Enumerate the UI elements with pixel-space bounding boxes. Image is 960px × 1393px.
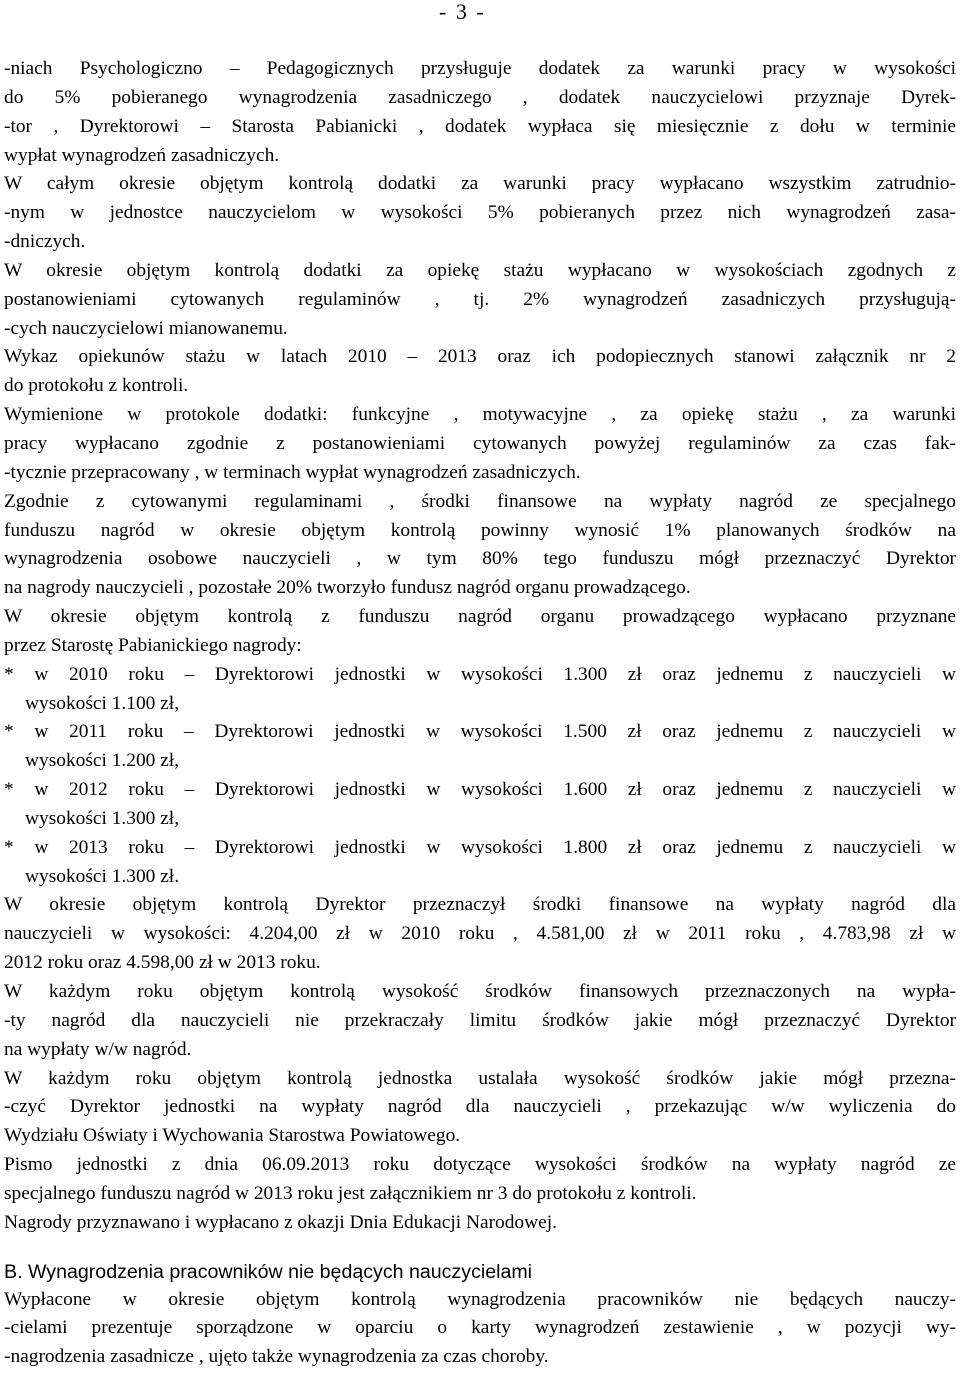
section-heading: B. Wynagrodzenia pracowników nie będących nauczycielami: [4, 1260, 533, 1283]
text-line: Pismo jednostki z dnia 06.09.2013 roku dotyczące wysokości środków na wypłaty nagród ze: [4, 1154, 956, 1176]
text-line: -tycznie przepracowany , w terminach wypłat wynagrodzeń zasadniczych.: [4, 461, 581, 483]
text-line: Zgodnie z cytowanymi regulaminami , środki finansowe na wypłaty nagród ze specjalnego: [4, 490, 956, 512]
text-line: W całym okresie objętym kontrolą dodatki za warunki pracy wypłacano wszystkim zatrudnio-: [4, 173, 956, 195]
text-line: * w 2012 roku – Dyrektorowi jednostki w wysokości 1.600 zł oraz jednemu z nauczycieli w: [4, 779, 956, 801]
text-line: W okresie objętym kontrolą dodatki za opiekę stażu wypłacano w wysokościach zgodnych z: [4, 259, 956, 281]
text-line: 2012 roku oraz 4.598,00 zł w 2013 roku.: [4, 952, 321, 974]
text-line: -dniczych.: [4, 231, 86, 253]
text-line: W każdym roku objętym kontrolą jednostka ustalała wysokość środków jakie mógł przezna-: [4, 1067, 956, 1089]
text-line: wypłat wynagrodzeń zasadniczych.: [4, 144, 280, 166]
text-line: wysokości 1.200 zł,: [25, 750, 180, 772]
text-line: wysokości 1.100 zł,: [25, 692, 180, 714]
text-line: * w 2010 roku – Dyrektorowi jednostki w wysokości 1.300 zł oraz jednemu z nauczycieli w: [4, 663, 956, 685]
text-line: Wykaz opiekunów stażu w latach 2010 – 2013 oraz ich podopiecznych stanowi załącznik nr 2: [4, 346, 956, 368]
text-line: na wypłaty w/w nagród.: [4, 1038, 192, 1060]
text-line: -czyć Dyrektor jednostki na wypłaty nagród dla nauczycieli , przekazując w/w wyliczenia do: [4, 1096, 956, 1118]
text-line: Wypłacone w okresie objętym kontrolą wynagrodzenia pracowników nie będących nauczy-: [4, 1288, 956, 1310]
section-text: [4, 1286, 956, 1373]
text-line: -niach Psychologiczno – Pedagogicznych przysługuje dodatek za warunki pracy w wysokości: [4, 58, 956, 79]
text-line: wysokości 1.300 zł,: [25, 807, 180, 829]
text-line: * w 2011 roku – Dyrektorowi jednostki w wysokości 1.500 zł oraz jednemu z nauczycieli w: [4, 721, 956, 743]
page-number: - 3 -: [439, 0, 486, 24]
text-line: -tor , Dyrektorowi – Starosta Pabianicki , dodatek wypłaca się miesięcznie z dołu w terminie: [4, 115, 956, 137]
text-line: wysokości 1.300 zł.: [25, 865, 180, 887]
text-line: * w 2013 roku – Dyrektorowi jednostki w wysokości 1.800 zł oraz jednemu z nauczycieli w: [4, 836, 956, 858]
text-line: postanowieniami cytowanych regulaminów , tj. 2% wynagrodzeń zasadniczych przysługują-: [4, 288, 956, 310]
text-line: do protokołu z kontroli.: [4, 375, 189, 397]
text-line: Wydziału Oświaty i Wychowania Starostwa Powiatowego.: [4, 1125, 461, 1147]
text-line: funduszu nagród w okresie objętym kontrolą powinny wynosić 1% planowanych środków na: [4, 519, 956, 541]
text-line: -nagrodzenia zasadnicze , ujęto także wynagrodzenia za czas choroby.: [4, 1346, 549, 1368]
text-line: Wymienione w protokole dodatki: funkcyjne , motywacyjne , za opiekę stażu , za warunki: [4, 404, 956, 426]
text-line: -nym w jednostce nauczycielom w wysokości 5% pobieranych przez nich wynagrodzeń zasa-: [4, 202, 956, 224]
text-line: -cych nauczycielowi mianowanemu.: [4, 317, 288, 339]
text-line: do 5% pobieranego wynagrodzenia zasadniczego , dodatek nauczycielowi przyznaje Dyrek-: [4, 86, 956, 108]
text-line: na nagrody nauczycieli , pozostałe 20% tworzyło fundusz nagród organu prowadzącego.: [4, 577, 691, 599]
text-line: specjalnego funduszu nagród w 2013 roku jest załącznikiem nr 3 do protokołu z kontroli.: [4, 1182, 697, 1204]
text-line: nauczycieli w wysokości: 4.204,00 zł w 2010 roku , 4.581,00 zł w 2011 roku , 4.783,98 zł w: [4, 923, 956, 945]
text-line: -cielami prezentuje sporządzone w oparciu o karty wynagrodzeń zestawienie , w pozycji wy-: [4, 1317, 956, 1339]
text-line: W okresie objętym kontrolą z funduszu nagród organu prowadzącego wypłacano przyznane: [4, 606, 956, 628]
text-line: Nagrody przyznawano i wypłacano z okazji Dnia Edukacji Narodowej.: [4, 1211, 557, 1233]
text-line: -ty nagród dla nauczycieli nie przekraczały limitu środków jakie mógł przeznaczyć Dyrektor: [4, 1009, 956, 1031]
text-line: W okresie objętym kontrolą Dyrektor przeznaczył środki finansowe na wypłaty nagród dla: [4, 894, 956, 916]
text-line: W każdym roku objętym kontrolą wysokość środków finansowych przeznaczonych na wypła-: [4, 981, 956, 1002]
body-text: [4, 55, 956, 1238]
text-line: wynagrodzenia osobowe nauczycieli , w tym 80% tego funduszu mógł przeznaczyć Dyrektor: [4, 548, 956, 570]
text-line: przez Starostę Pabianickiego nagrody:: [4, 634, 302, 656]
text-line: pracy wypłacano zgodnie z postanowieniami cytowanych powyżej regulaminów za czas fak-: [4, 432, 956, 454]
section-spacer: [4, 1238, 956, 1258]
document-body: [4, 55, 956, 1372]
